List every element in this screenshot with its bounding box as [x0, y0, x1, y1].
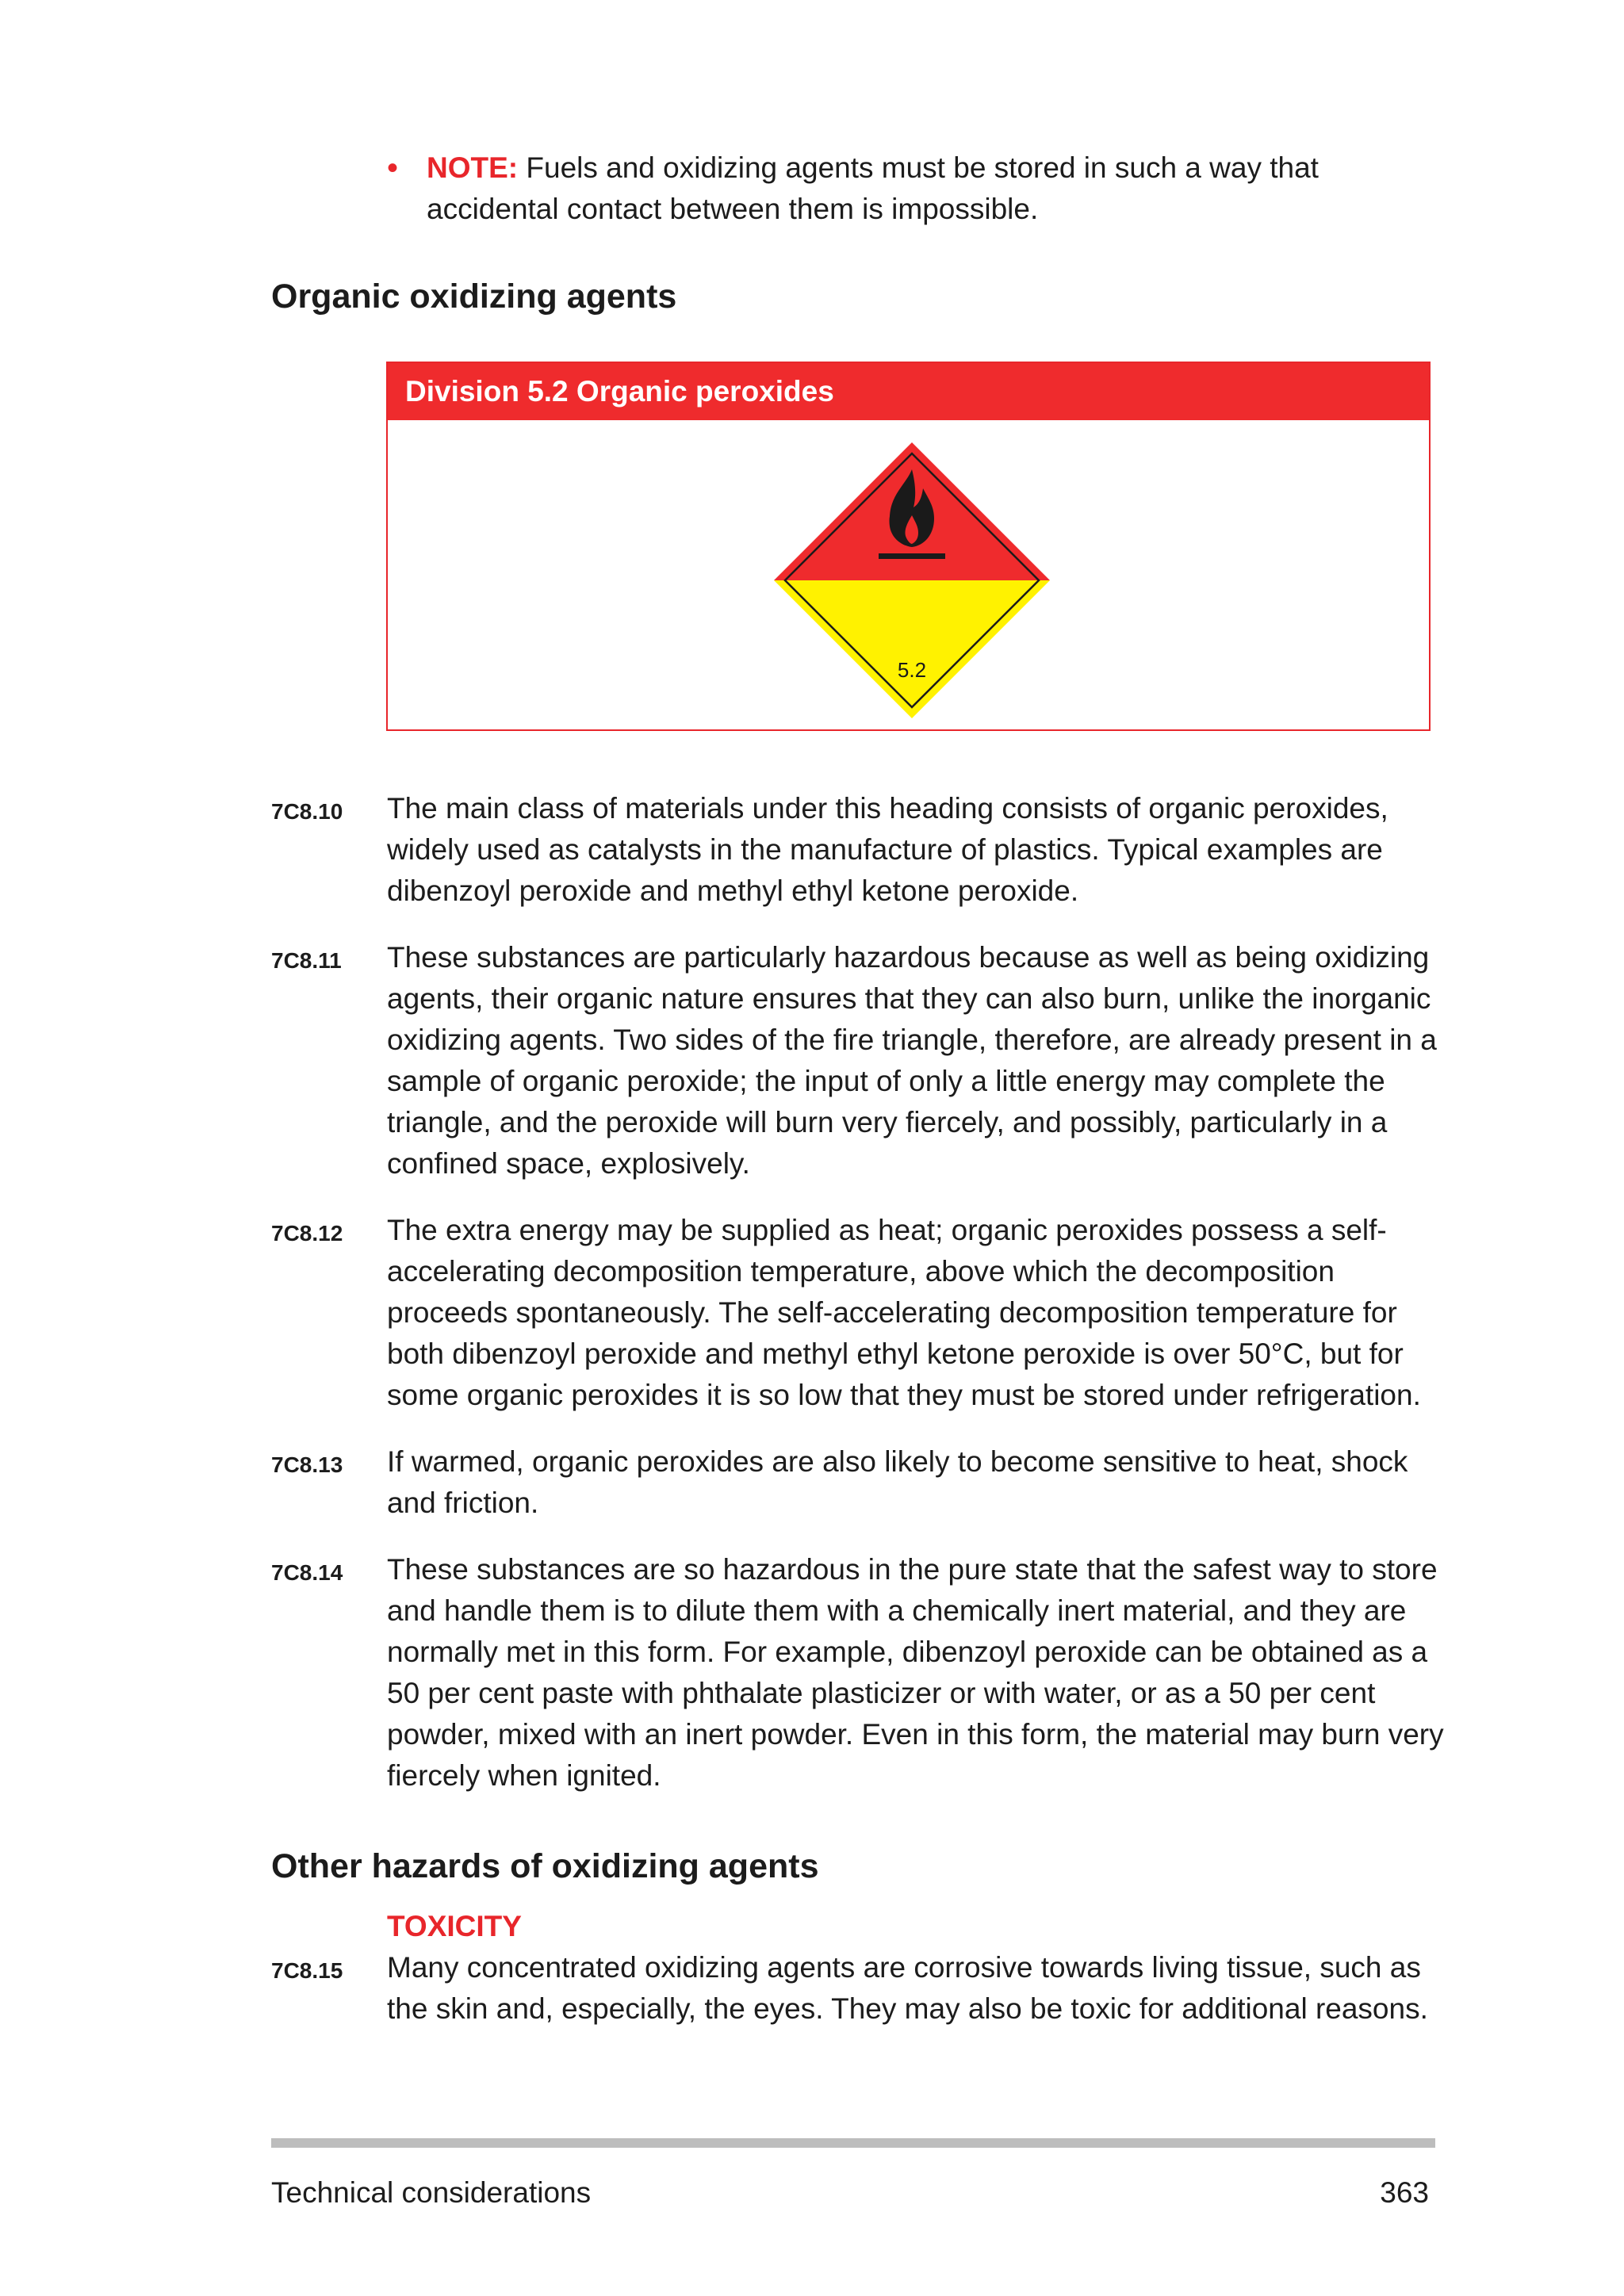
paragraph-7c8-11 [271, 937, 1445, 1184]
section-heading-organic: Organic oxidizing agents [271, 277, 677, 316]
division-box [386, 362, 1431, 731]
paragraph-text: The extra energy may be supplied as heat; organic peroxides possess a self-accelerating decomposition temperature, above which the decomposition proceeds spontaneously. The self-accelerating decomposition temperature for both dibenzoyl peroxide and methyl ethyl ketone peroxide is over 50°C, but for some organic peroxides it is so low that they must be stored under refrigeration. [387, 1214, 1421, 1411]
note-content: Fuels and oxidizing agents must be stored in such a way that accidental contact between them is impossible. [427, 151, 1319, 225]
subheading-toxicity: TOXICITY [387, 1910, 522, 1942]
section-heading-other-hazards: Other hazards of oxidizing agents [271, 1847, 819, 1885]
paragraph-7c8-10 [271, 788, 1445, 912]
division-box-title: Division 5.2 Organic peroxides [388, 363, 1429, 420]
hazard-placard [771, 439, 1053, 721]
paragraph-7c8-13 [271, 1441, 1445, 1524]
paragraph-number: 7C8.15 [271, 1958, 343, 1983]
bullet-dot-icon: • [387, 151, 399, 186]
paragraph-7c8-15 [271, 1947, 1445, 2030]
paragraph-number: 7C8.13 [271, 1452, 343, 1477]
paragraph-7c8-14 [271, 1549, 1445, 1797]
paragraph-number: 7C8.10 [271, 799, 343, 824]
paragraph-text: If warmed, organic peroxides are also likely to become sensitive to heat, shock and friction. [387, 1445, 1408, 1519]
footer-page-number: 363 [1380, 2176, 1429, 2209]
paragraph-text: These substances are particularly hazardous because as well as being oxidizing agents, their organic nature ensures that they can also burn, unlike the inorganic oxidizing agents. Two sides of the fire triangle, therefore, are already present in a sample of organic peroxide; the input of only a little energy may complete the triangle, and the peroxide will burn very fiercely, and possibly, particularly in a confined space, explosively. [387, 941, 1437, 1180]
note-text [427, 147, 1450, 230]
note-bullet [387, 147, 1450, 230]
note-label: NOTE: [427, 151, 519, 184]
footer-rule [271, 2138, 1435, 2148]
paragraph-number: 7C8.11 [271, 948, 342, 973]
footer-section-name: Technical considerations [271, 2176, 592, 2209]
paragraph-text: The main class of materials under this heading consists of organic peroxides, widely used as catalysts in the manufacture of plastics. Typical examples are dibenzoyl peroxide and methyl ethyl ketone peroxide. [387, 792, 1388, 907]
paragraph-number: 7C8.12 [271, 1221, 343, 1246]
paragraph-text: Many concentrated oxidizing agents are corrosive towards living tissue, such as the skin and, especially, the eyes. They may also be toxic for additional reasons. [387, 1951, 1428, 2025]
placard-number: 5.2 [897, 658, 927, 682]
paragraph-7c8-12 [271, 1210, 1445, 1416]
paragraph-text: These substances are so hazardous in the pure state that the safest way to store and handle them is to dilute them with a chemically inert material, and they are normally met in this form. For example, dibenzoyl peroxide can be obtained as a 50 per cent paste with phthalate plasticizer or with water, or as a 50 per cent powder, mixed with an inert powder. Even in this form, the material may burn very fiercely when ignited. [387, 1553, 1444, 1792]
paragraph-number: 7C8.14 [271, 1560, 343, 1585]
